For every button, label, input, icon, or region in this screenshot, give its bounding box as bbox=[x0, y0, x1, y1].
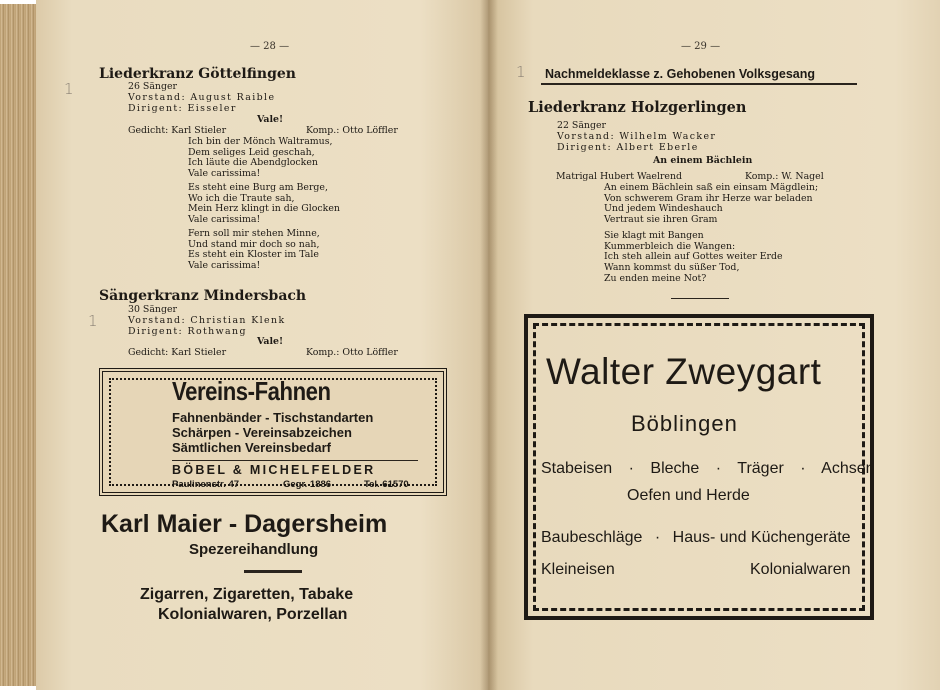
separator-dot: · bbox=[628, 460, 634, 477]
pencil-mark: 1 bbox=[88, 312, 98, 330]
composer: Komp.: Otto Löffler bbox=[306, 347, 398, 358]
ad-line: Sämtlichen Vereinsbedarf bbox=[172, 440, 331, 455]
ad-founded: Gegr. 1886 bbox=[283, 479, 332, 490]
club-name-goettelfingen: Liederkranz Göttelfingen bbox=[99, 66, 296, 82]
lyric-line: Von schwerem Gram ihr Herze war beladen bbox=[604, 192, 813, 204]
ad-goods-line-1 bbox=[541, 460, 875, 478]
ad-zweygart-name: Walter Zweygart bbox=[546, 351, 822, 392]
ad-good: Baubeschläge bbox=[541, 529, 643, 546]
conductor: Dirigent: Albert Eberle bbox=[557, 142, 699, 153]
ad-good: Stabeisen bbox=[541, 460, 613, 477]
pencil-mark: 1 bbox=[516, 63, 526, 81]
lyrics-verse-1 bbox=[604, 183, 818, 226]
madrigal-author: Matrigal Hubert Waelrend bbox=[556, 171, 683, 182]
lyric-line: Ich steh allein auf Gottes weiter Erde bbox=[604, 251, 783, 263]
ad-maier-title: Karl Maier - Dagersheim bbox=[101, 510, 388, 538]
ad-goods-line-3 bbox=[541, 529, 851, 547]
ad-good: Achsen bbox=[821, 460, 875, 477]
song-title: Vale! bbox=[257, 336, 284, 347]
poem-author: Gedicht: Karl Stieler bbox=[128, 347, 227, 358]
divider bbox=[244, 570, 302, 573]
ad-maier-line: Zigarren, Zigaretten, Tabake bbox=[140, 586, 354, 603]
lyric-line: Und stand mir doch so nah, bbox=[188, 238, 320, 250]
club-name-holzgerlingen: Liederkranz Holzgerlingen bbox=[528, 99, 747, 116]
song-title: Vale! bbox=[257, 114, 284, 125]
ad-maier-line: Kolonialwaren, Porzellan bbox=[158, 606, 348, 623]
chairman: Vorstand: Christian Klenk bbox=[128, 315, 286, 326]
lyric-line: Wann kommst du süßer Tod, bbox=[604, 262, 740, 274]
conductor: Dirigent: Eisseler bbox=[128, 103, 237, 114]
section-heading: Nachmeldeklasse z. Gehobenen Volksgesang bbox=[545, 67, 816, 81]
separator-dot: · bbox=[800, 460, 806, 477]
lyric-line: Vale carissima! bbox=[188, 168, 261, 180]
ad-zweygart-city: Böblingen bbox=[631, 411, 738, 436]
ad-title: Vereins-Fahnen bbox=[172, 376, 331, 406]
pencil-mark: 1 bbox=[64, 80, 74, 98]
composer: Komp.: Otto Löffler bbox=[306, 125, 398, 136]
lyric-line: Fern soll mir stehen Minne, bbox=[188, 228, 320, 239]
composer: Komp.: W. Nagel bbox=[745, 171, 824, 182]
ad-goods-line-2: Oefen und Herde bbox=[627, 487, 750, 504]
lyric-line: Sie klagt mit Bangen bbox=[604, 230, 704, 241]
ad-maier-subtitle: Spezereihandlung bbox=[189, 541, 319, 558]
club-name-mindersbach: Sängerkranz Mindersbach bbox=[99, 288, 307, 304]
singer-count: 26 Sänger bbox=[128, 81, 177, 92]
singer-count: 22 Sänger bbox=[557, 120, 606, 131]
lyrics-verse-2 bbox=[188, 183, 340, 226]
ad-firm: BÖBEL & MICHELFELDER bbox=[172, 463, 376, 477]
page-edges bbox=[0, 4, 40, 686]
lyric-line: Ich bin der Mönch Waltramus, bbox=[188, 136, 333, 147]
ad-address: Paulinenstr. 47 bbox=[172, 479, 240, 490]
lyric-line: Wo ich die Traute sah, bbox=[188, 192, 295, 204]
ad-good: Bleche bbox=[650, 460, 700, 477]
page-number-left: — 28 — bbox=[250, 41, 290, 52]
lyric-line: Dem seliges Leid geschah, bbox=[188, 146, 315, 158]
heading-underline bbox=[541, 83, 857, 85]
ad-line: Fahnenbänder - Tischstandarten bbox=[172, 410, 374, 425]
chairman: Vorstand: August Raible bbox=[128, 92, 276, 103]
lyric-line: Und jedem Windeshauch bbox=[604, 203, 723, 215]
song-title: An einem Bächlein bbox=[653, 155, 753, 166]
ad-good: Haus- und Küchengeräte bbox=[672, 529, 851, 546]
conductor: Dirigent: Rothwang bbox=[128, 326, 247, 337]
ad-good: Träger bbox=[737, 460, 784, 477]
lyric-line: Kummerbleich die Wangen: bbox=[604, 240, 736, 252]
lyric-line: Es steht ein Kloster im Tale bbox=[188, 249, 319, 261]
lyric-line: Ich läute die Abendglocken bbox=[188, 157, 318, 169]
divider bbox=[172, 460, 418, 461]
lyric-line: Vale carissima! bbox=[188, 260, 261, 272]
lyric-line: Zu enden meine Not? bbox=[604, 272, 707, 284]
lyric-line: Es steht eine Burg am Berge, bbox=[188, 182, 328, 193]
ad-goods-line-4-left: Kleineisen bbox=[541, 561, 615, 578]
poem-author: Gedicht: Karl Stieler bbox=[128, 125, 227, 136]
lyric-line: An einem Bächlein saß ein einsam Mägdlein; bbox=[604, 182, 819, 193]
lyric-line: Vale carissima! bbox=[188, 214, 261, 226]
lyrics-verse-2 bbox=[604, 231, 783, 285]
page-number-right: — 29 — bbox=[681, 41, 721, 52]
separator-dot: · bbox=[715, 460, 722, 477]
ad-line: Schärpen - Vereinsabzeichen bbox=[172, 425, 352, 440]
lyric-line: Mein Herz klingt in die Glocken bbox=[188, 203, 340, 215]
book-gutter bbox=[480, 0, 498, 690]
lyrics-verse-3 bbox=[188, 229, 320, 272]
ad-phone: Tel. 61570 bbox=[364, 479, 409, 490]
singer-count: 30 Sänger bbox=[128, 304, 177, 315]
lyrics-verse-1 bbox=[188, 137, 333, 180]
chairman: Vorstand: Wilhelm Wacker bbox=[557, 131, 717, 142]
divider bbox=[671, 298, 729, 299]
separator-dot: · bbox=[654, 529, 661, 546]
lyric-line: Vertraut sie ihren Gram bbox=[604, 214, 718, 226]
ad-goods-line-4-right: Kolonialwaren bbox=[750, 561, 851, 578]
